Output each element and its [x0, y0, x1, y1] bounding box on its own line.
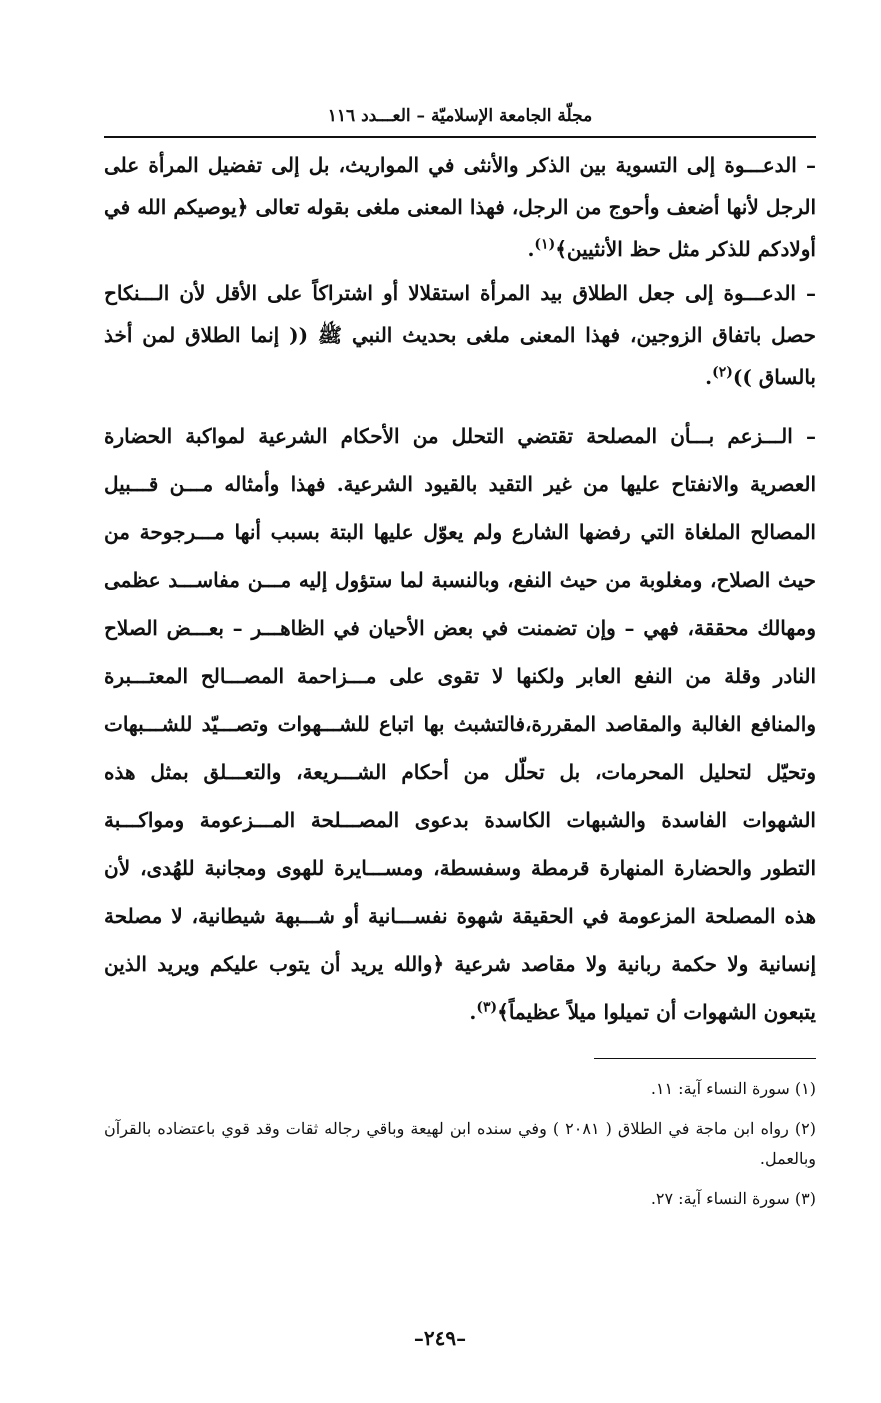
footnote-divider: [594, 1058, 816, 1059]
running-header: مجلّة الجامعة الإسلاميّة – العـــدد ١١٦: [327, 106, 593, 126]
footnote-ref-2[interactable]: (٢): [712, 364, 733, 381]
main-text: [104, 144, 816, 1036]
header-divider: [104, 136, 816, 138]
footnote-ref-1[interactable]: (١): [534, 236, 556, 253]
footnotes: [104, 1074, 816, 1224]
paragraph-end: .: [527, 237, 535, 261]
paragraph-inheritance: [104, 144, 816, 270]
footnote-1: (١) سورة النساء آية: ١١.: [650, 1079, 816, 1098]
paragraph-maslaha-claim: [104, 412, 816, 1036]
page-number: –٢٤٩–: [413, 1326, 467, 1350]
footnote-2: (٢) رواه ابن ماجة في الطلاق ( ٢٠٨١ ) وفي سنده ابن لهيعة وباقي رجاله ثقات وقد قوي باعتضاده بالقرآن وبالعمل.: [104, 1119, 816, 1168]
paragraph-text: – الدعـــوة إلى التسوية بين الذكر والأنثى في المواريث، بل إلى تفضيل المرأة على الرجل لأنها أضعف وأحوج من الرجل، فهذا المعنى ملغى بقوله تعالى: [104, 153, 817, 219]
quran-verse: ﴿يوصيكم الله في أولادكم للذكر مثل حظ الأنثيين﴾: [104, 195, 816, 261]
paragraph-end: .: [705, 365, 713, 389]
footnote-3: (٣) سورة النساء آية: ٢٧.: [650, 1189, 816, 1208]
paragraph-divorce: [104, 272, 816, 398]
paragraph-text: – الدعـــوة إلى جعل الطلاق بيد المرأة استقلالا أو اشتراكاً على الأقل لأن الـــنكاح حصل باتفاق الزوجين، فهذا المعنى ملغى بحديث النبي ﷺ (( إنما الطلاق لمن أخذ بالساق )): [104, 281, 816, 389]
footnote-ref-3[interactable]: (٣): [476, 999, 498, 1016]
paragraph-end: .: [469, 1000, 477, 1024]
paragraph-text: – الـــزعم بـــأن المصلحة تقتضي التحلل من الأحكام الشرعية لمواكبة الحضارة العصرية والانفتاح عليها من غير التقيد بالقيود الشرعية. فهذا وأمثاله مـــن قـــبيل المصالح الملغاة التي رفضها الشارع ولم يعوّل عليها البتة بسبب أنها مـــرجوحة من حيث الصلاح، ومغلوبة من حيث النفع، وبالنسبة لما ستؤول إليه مـــن مفاســـد عظمى ومهالك محققة، فهي – وإن تضمنت في بعض الأحيان في الظاهـــر – بعـــض الصلاح النادر وقلة من النفع العابر ولكنها لا تقوى على مـــزاحمة المصـــالح المعتـــبرة والمنافع الغالبة والمقاصد المقررة،فالتشبث بها اتباع للشـــهوات وتصـــيّد للشـــبهات وتحيّل لتحليل المحرمات، بل تحلّل من أحكام الشـــريعة، والتعـــلق بمثل هذه الشهوات الفاسدة والشبهات الكاسدة بدعوى المصـــلحة المـــزعومة ومواكـــبة التطور والحضارة المنهارة قرمطة وسفسطة، ومســـايرة للهوى ومجانبة للهُدى، لأن هذه المصلحة المزعومة في الحقيقة شهوة نفســـانية أو شـــبهة شيطانية، لا مصلحة إنسانية ولا حكمة ربانية ولا مقاصد شرعية: [104, 424, 817, 976]
quran-verse: ﴿والله يريد أن يتوب عليكم ويريد الذين يتبعون الشهوات أن تميلوا ميلاً عظيماً﴾: [104, 952, 816, 1024]
